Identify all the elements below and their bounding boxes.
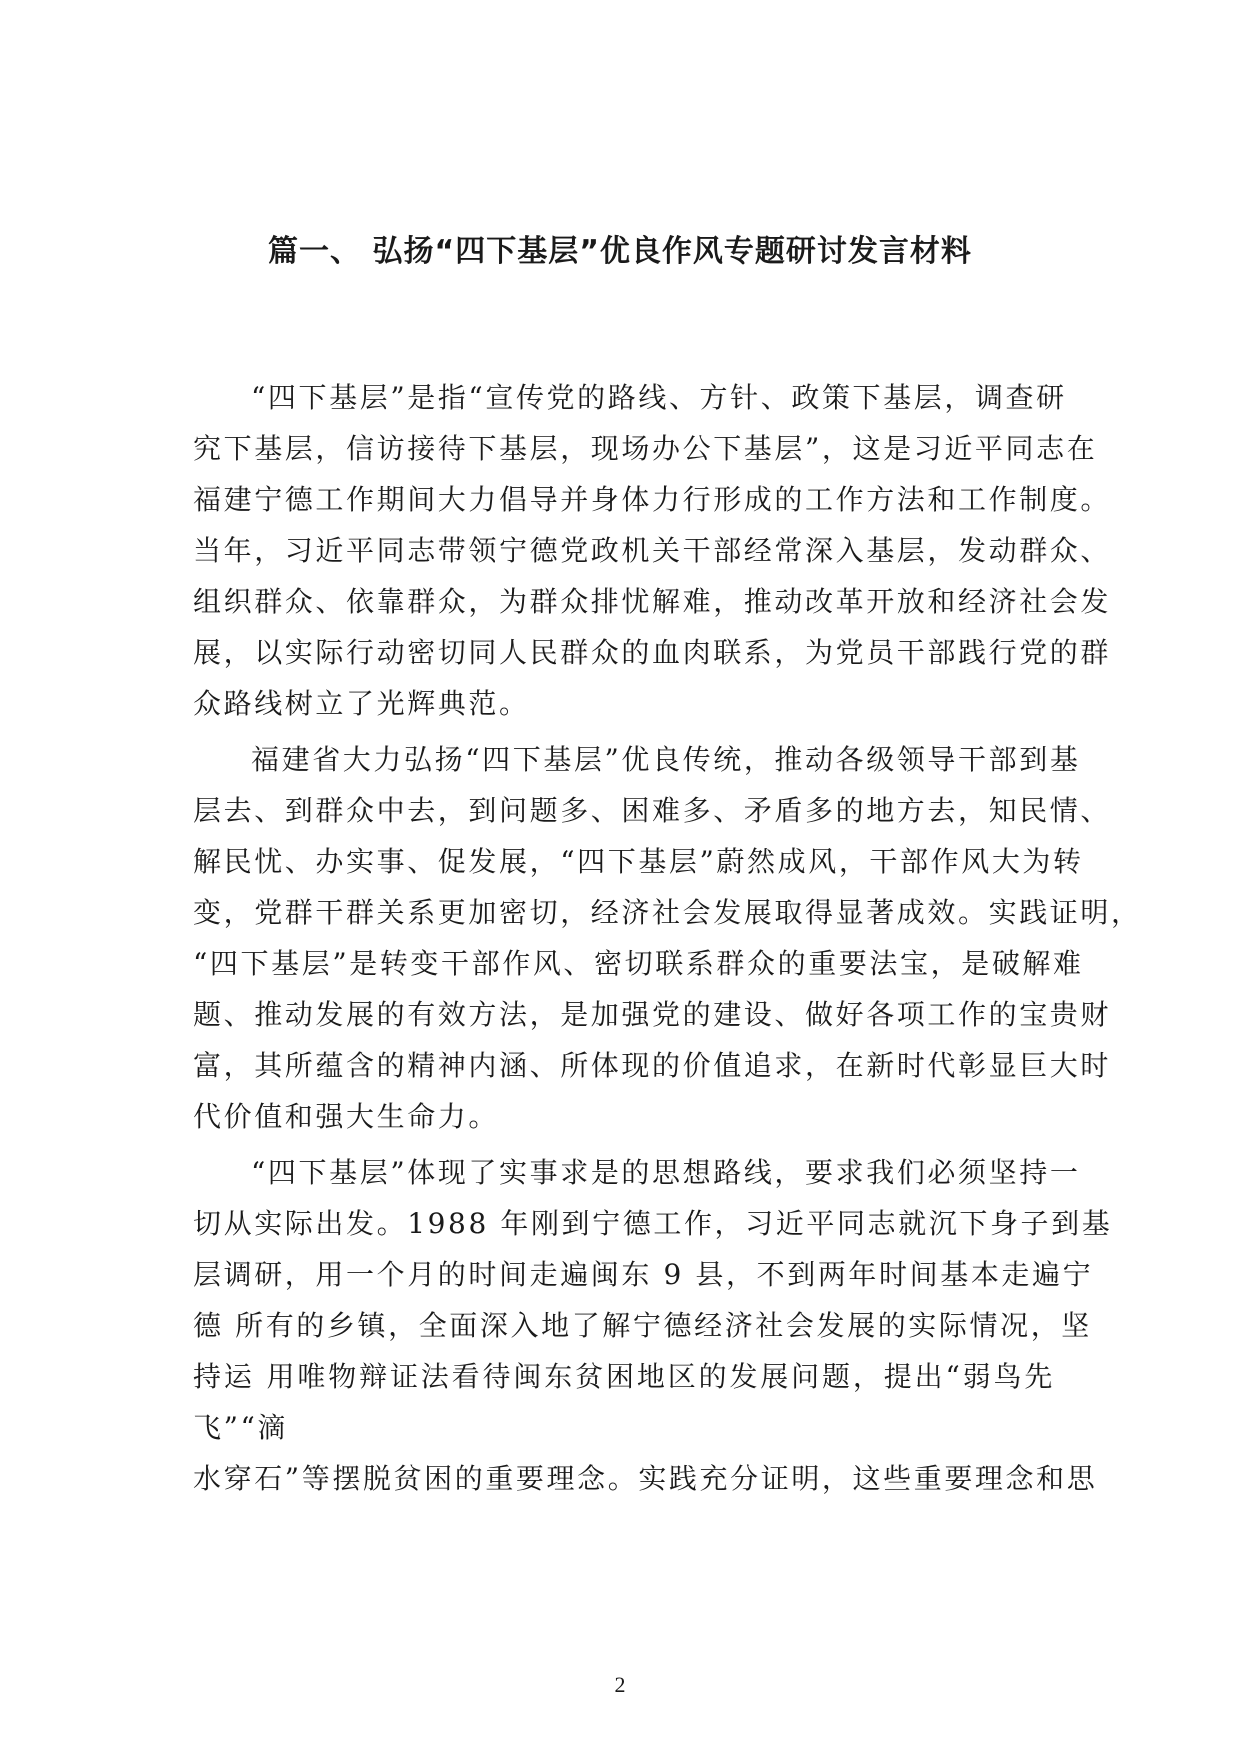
page-number: 2	[614, 1672, 626, 1697]
paragraph-2	[193, 734, 1142, 1142]
paragraph-line: 解民忧、办实事、促发展，“四下基层”蔚然成风，干部作风大为转	[193, 845, 1084, 878]
paragraph-line: 德 所有的乡镇，全面深入地了解宁德经济社会发展的实际情况，坚	[193, 1309, 1092, 1342]
paragraph-line: 福建宁德工作期间大力倡导并身体力行形成的工作方法和工作制度。	[193, 483, 1112, 516]
paragraph-line: 题、推动发展的有效方法，是加强党的建设、做好各项工作的宝贵财	[193, 998, 1112, 1031]
paragraph-3	[193, 1147, 1113, 1504]
paragraph-line: 当年，习近平同志带领宁德党政机关干部经常深入基层，发动群众、	[193, 534, 1112, 567]
paragraph-line: 层调研，用一个月的时间走遍闽东 9 县，不到两年时间基本走遍宁	[193, 1258, 1094, 1291]
paragraph-line: 持运 用唯物辩证法看待闽东贫困地区的发展问题，提出“弱鸟先	[193, 1360, 1055, 1393]
paragraph-line: 变，党群干群关系更加密切，经济社会发展取得显著成效。实践证明，	[193, 896, 1142, 929]
paragraph-line: 水穿石”等摆脱贫困的重要理念。实践充分证明，这些重要理念和思	[193, 1462, 1098, 1495]
paragraph-line: “四下基层”体现了实事求是的思想路线，要求我们必须坚持一	[251, 1156, 1081, 1189]
paragraph-line: “四下基层”是指“宣传党的路线、方针、政策下基层，调查研	[251, 381, 1067, 414]
paragraph-1	[193, 372, 1112, 729]
paragraph-line: 究下基层，信访接待下基层，现场办公下基层”，这是习近平同志在	[193, 432, 1098, 465]
paragraph-line: 飞”“滴	[193, 1411, 289, 1444]
paragraph-line: 展，以实际行动密切同人民群众的血肉联系，为党员干部践行党的群	[193, 636, 1112, 669]
document-body	[193, 372, 1142, 1504]
paragraph-line: 众路线树立了光辉典范。	[193, 687, 530, 720]
paragraph-line: 代价值和强大生命力。	[193, 1100, 500, 1133]
paragraph-line: 切从实际出发。1988 年刚到宁德工作，习近平同志就沉下身子到基	[193, 1207, 1113, 1240]
paragraph-line: 富，其所蕴含的精神内涵、所体现的价值追求，在新时代彰显巨大时	[193, 1049, 1112, 1082]
paragraph-line: 组织群众、依靠群众，为群众排忧解难，推动改革开放和经济社会发	[193, 585, 1112, 618]
paragraph-line: 福建省大力弘扬“四下基层”优良传统，推动各级领导干部到基	[251, 743, 1081, 776]
paragraph-line: 层去、到群众中去，到问题多、困难多、矛盾多的地方去，知民情、	[193, 794, 1112, 827]
paragraph-line: “四下基层”是转变干部作风、密切联系群众的重要法宝，是破解难	[193, 947, 1084, 980]
document-title: 篇一、 弘扬“四下基层”优良作风专题研讨发言材料	[268, 234, 972, 269]
